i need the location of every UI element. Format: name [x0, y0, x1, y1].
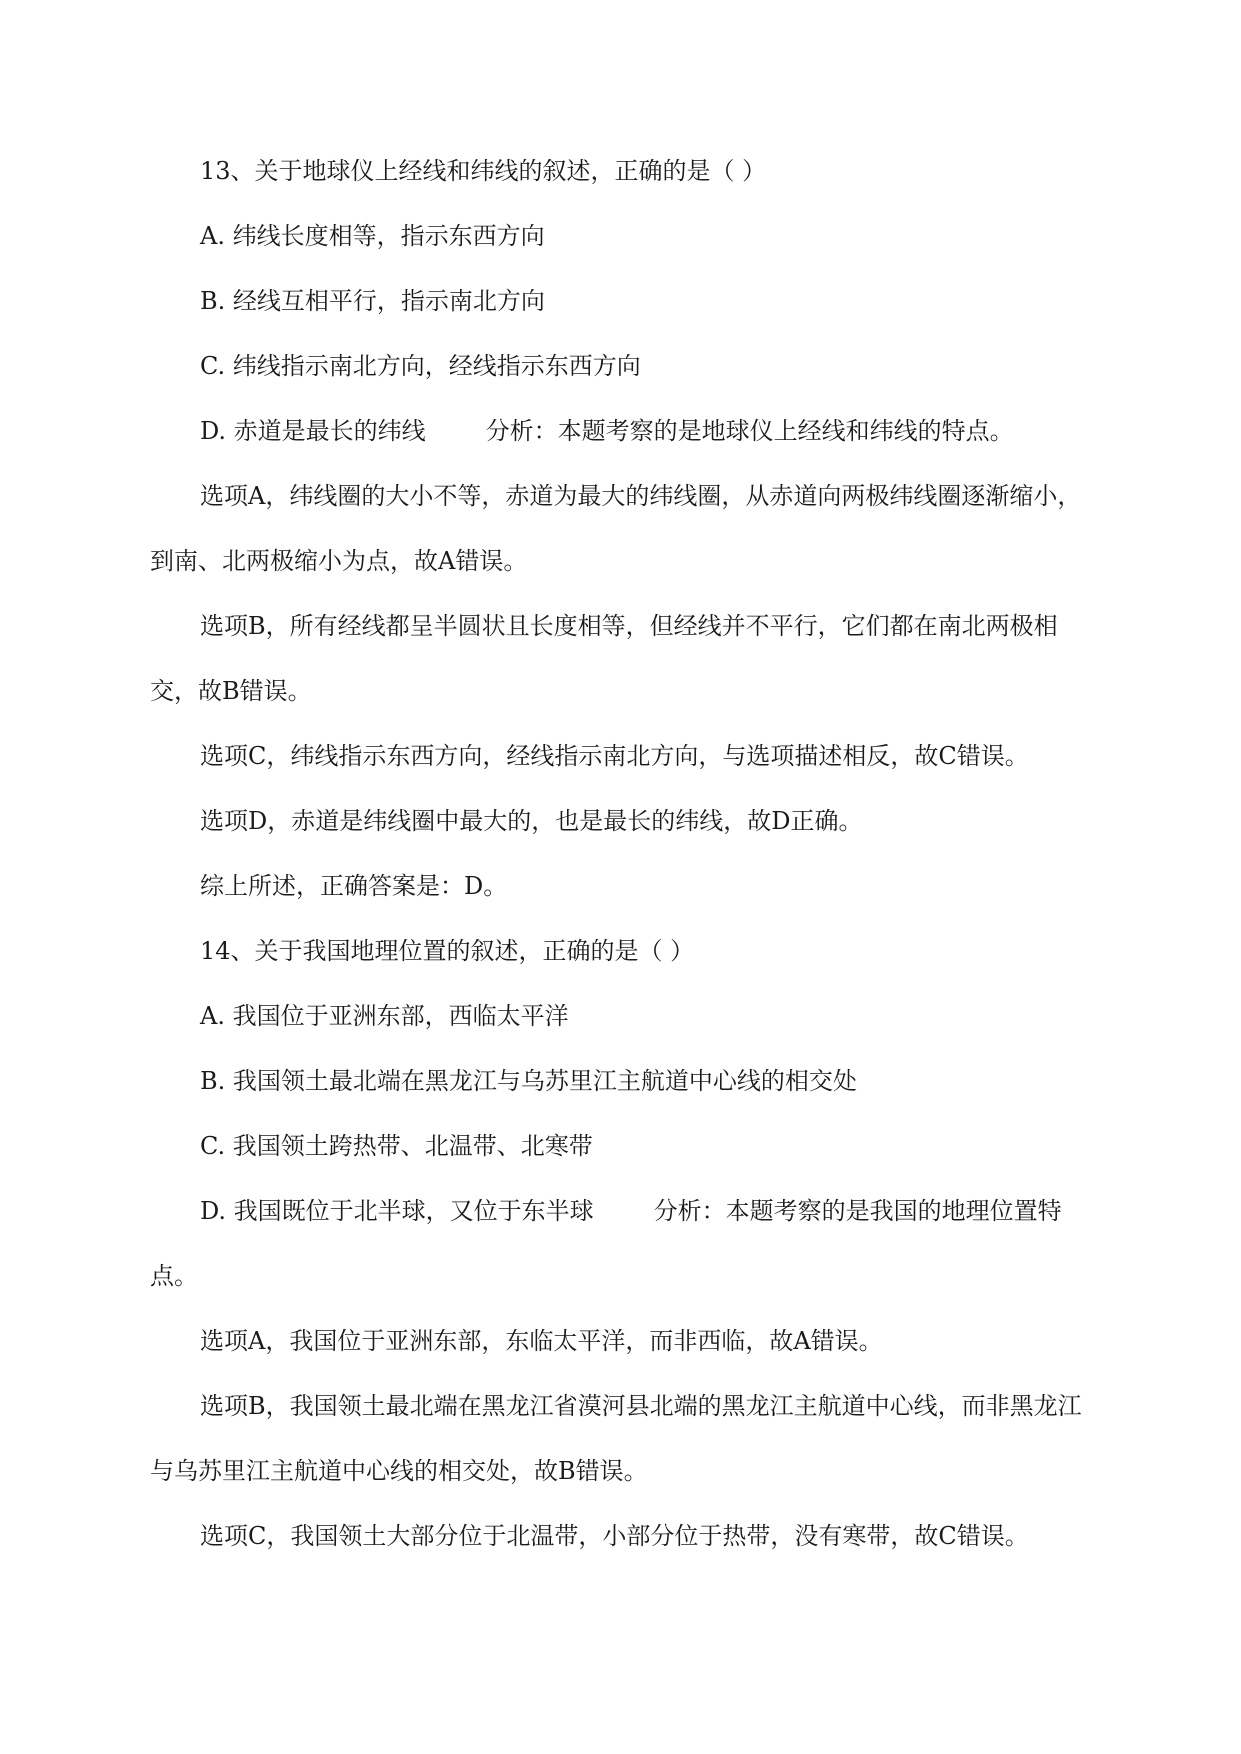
document-body [150, 139, 1090, 1569]
question-14-analysis-c: 选项C，我国领土大部分位于北温带，小部分位于热带，没有寒带，故C错误。 [200, 1522, 1029, 1550]
question-13-analysis-a: 选项A，纬线圈的大小不等，赤道为最大的纬线圈，从赤道向两极纬线圈逐渐缩小，到南、北两极缩小为点，故A错误。 [150, 482, 1082, 575]
question-14-analysis-a: 选项A，我国位于亚洲东部，东临太平洋，而非西临，故A错误。 [200, 1327, 883, 1355]
question-13-option-c: C. 纬线指示南北方向，经线指示东西方向 [200, 352, 641, 380]
question-13-option-b: B. 经线互相平行，指示南北方向 [200, 287, 545, 315]
question-13-conclusion: 综上所述，正确答案是：D。 [200, 872, 508, 900]
question-14-option-d-line [150, 1179, 1090, 1309]
question-14-stem: 14、关于我国地理位置的叙述，正确的是（ ） [200, 937, 695, 965]
question-14-option-b: B. 我国领土最北端在黑龙江与乌苏里江主航道中心线的相交处 [200, 1067, 857, 1095]
question-13-analysis-d: 选项D，赤道是纬线圈中最大的，也是最长的纬线，故D正确。 [200, 807, 863, 835]
question-14-option-a: A. 我国位于亚洲东部，西临太平洋 [200, 1002, 569, 1030]
question-13-stem: 13、关于地球仪上经线和纬线的叙述，正确的是（ ） [200, 157, 767, 185]
question-14-analysis-intro: 分析：本题考察的是我国的地理位置特点。 [150, 1197, 1062, 1290]
question-13-analysis-c: 选项C，纬线指示东西方向，经线指示南北方向，与选项描述相反，故C错误。 [200, 742, 1029, 770]
question-13-analysis-b: 选项B，所有经线都呈半圆状且长度相等，但经线并不平行，它们都在南北两极相交，故B错误。 [150, 612, 1058, 705]
question-14-analysis-b: 选项B，我国领土最北端在黑龙江省漠河县北端的黑龙江主航道中心线，而非黑龙江与乌苏里江主航道中心线的相交处，故B错误。 [150, 1392, 1082, 1485]
question-13-option-a: A. 纬线长度相等，指示东西方向 [200, 222, 545, 250]
question-13-analysis-intro: 分析：本题考察的是地球仪上经线和纬线的特点。 [485, 417, 1014, 445]
question-13-option-d-line [150, 399, 1090, 464]
question-14-option-d: D. 我国既位于北半球，又位于东半球 [200, 1197, 594, 1225]
question-14-option-c: C. 我国领土跨热带、北温带、北寒带 [200, 1132, 593, 1160]
question-13-option-d: D. 赤道是最长的纬线 [200, 417, 426, 445]
